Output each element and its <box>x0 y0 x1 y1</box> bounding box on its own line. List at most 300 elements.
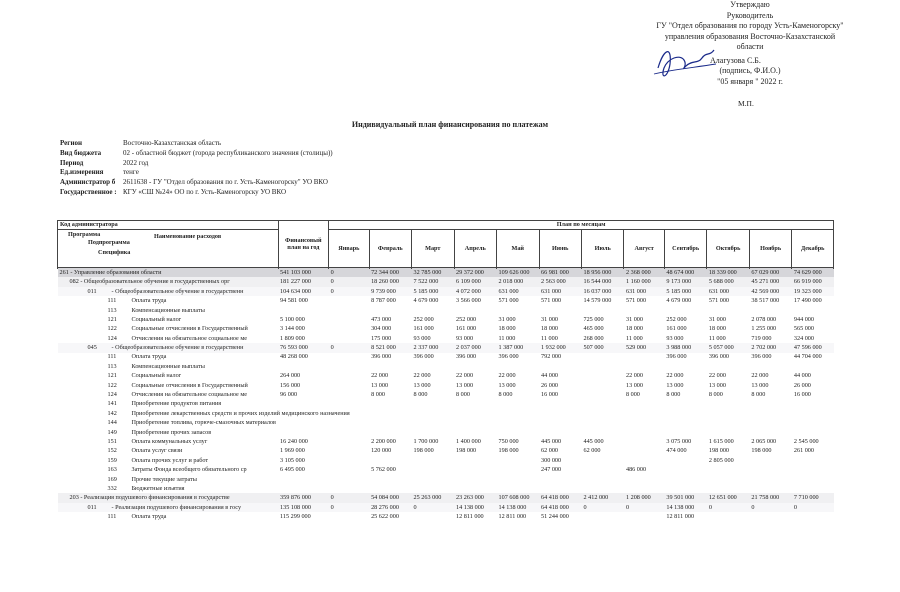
row-month-value: 11 000 <box>541 334 558 342</box>
row-month-value: 4 072 000 <box>454 287 496 296</box>
row-name: Бюджетные изъятия <box>131 484 185 492</box>
row-code: 121 <box>107 372 117 380</box>
row-month-value: 9 173 000 <box>664 277 706 286</box>
table-row <box>58 503 834 512</box>
table-row <box>58 381 834 390</box>
row-fin-plan <box>278 475 329 484</box>
row-fin-plan: 16 240 000 <box>280 437 308 445</box>
row-month-value: 300 000 <box>541 456 562 464</box>
row-month-value <box>624 409 664 418</box>
meta-row <box>60 159 333 169</box>
row-month-value: 8 787 000 <box>371 297 396 305</box>
row-code: 142 <box>107 409 117 417</box>
row-month-value: 44 000 <box>793 372 811 380</box>
row-month-value: 0 <box>329 493 369 502</box>
row-month-value: 2 037 000 <box>454 343 496 352</box>
row-month-value: 1 932 000 <box>539 343 581 352</box>
row-name: Социальный налог <box>131 315 182 323</box>
header-name-block <box>58 230 279 268</box>
row-month-value: 396 000 <box>456 353 477 361</box>
row-month-value <box>539 306 581 315</box>
row-month-value <box>329 456 369 465</box>
row-month-value: 198 000 <box>498 447 519 455</box>
row-month-value: 465 000 <box>583 325 604 333</box>
row-month-value <box>581 362 623 371</box>
row-month-value: 198 000 <box>456 447 477 455</box>
row-month-value: 22 000 <box>625 372 643 380</box>
row-month-value: 1 700 000 <box>413 437 439 445</box>
row-month-value <box>369 428 411 437</box>
meta-row <box>60 188 333 198</box>
row-name: - Общеобразовательное обучение в государственн <box>111 344 244 352</box>
row-month-value <box>624 362 664 371</box>
table-row <box>58 418 834 427</box>
row-month-value: 7 710 000 <box>792 493 834 502</box>
row-month-value: 8 000 <box>498 391 513 399</box>
row-code-name <box>58 465 279 474</box>
row-month-value <box>329 418 369 427</box>
row-month-value: 161 000 <box>666 325 687 333</box>
row-code: 122 <box>107 381 117 389</box>
row-month-value <box>454 456 496 465</box>
row-month-value: 64 418 000 <box>539 493 581 502</box>
row-month-value: 18 000 <box>625 325 643 333</box>
row-month-value: 67 029 000 <box>749 268 791 278</box>
row-month-value <box>749 409 791 418</box>
table-row <box>58 343 834 352</box>
row-fin-plan: 264 000 <box>280 372 301 380</box>
row-month-value <box>792 475 834 484</box>
row-code: 122 <box>107 325 117 333</box>
meta-value: 2022 год <box>123 158 149 167</box>
row-code: 141 <box>107 400 117 408</box>
row-month-value <box>581 409 623 418</box>
row-month-value: 473 000 <box>371 315 392 323</box>
row-month-value: 21 758 000 <box>749 493 791 502</box>
row-month-value: 2 702 000 <box>749 343 791 352</box>
header-code-admin: Код администратора <box>58 221 279 230</box>
table-row <box>58 371 834 380</box>
row-month-value: 44 704 000 <box>793 353 822 361</box>
document-title: Индивидуальный план финансирования по платежам <box>351 120 549 129</box>
row-month-value: 22 000 <box>413 372 431 380</box>
header-month: Январь <box>329 230 369 268</box>
row-code-name <box>58 315 279 324</box>
row-month-value: 13 000 <box>708 381 726 389</box>
row-month-value: 2 078 000 <box>751 315 777 323</box>
row-month-value <box>749 428 791 437</box>
row-month-value: 396 000 <box>371 353 392 361</box>
approval-line: Утверждаю <box>730 0 770 9</box>
row-month-value <box>497 484 539 493</box>
row-code: 011 <box>87 503 97 511</box>
row-month-value <box>329 475 369 484</box>
row-month-value: 5 185 000 <box>664 287 706 296</box>
row-name: Оплата труда <box>131 353 167 361</box>
row-month-value: 42 569 000 <box>749 287 791 296</box>
row-month-value: 2 368 000 <box>624 268 664 278</box>
row-fin-plan: 3 144 000 <box>280 325 305 333</box>
row-name: - Реализация подушевого финансирования в госу <box>111 503 242 511</box>
row-month-value <box>624 353 664 362</box>
row-month-value <box>664 465 706 474</box>
row-month-value: 261 000 <box>793 447 814 455</box>
row-month-value: 120 000 <box>371 447 392 455</box>
row-month-value <box>581 381 623 390</box>
row-code-name <box>58 277 279 286</box>
header-program: Программа <box>68 231 101 238</box>
row-month-value <box>497 456 539 465</box>
row-month-value: 5 185 000 <box>412 287 454 296</box>
row-month-value: 175 000 <box>371 334 392 342</box>
row-month-value: 54 084 000 <box>369 493 411 502</box>
row-month-value <box>664 409 706 418</box>
table-row <box>58 277 834 286</box>
row-month-value <box>707 428 749 437</box>
row-month-value: 529 000 <box>624 343 664 352</box>
row-month-value: 3 566 000 <box>456 297 481 305</box>
table-row <box>58 315 834 324</box>
row-month-value <box>329 399 369 408</box>
row-month-value: 5 688 000 <box>707 277 749 286</box>
row-month-value <box>624 428 664 437</box>
row-name: Приобретение лекарственных средств и прочих изделий медицинского назначения <box>131 409 350 417</box>
row-month-value: 324 000 <box>793 334 814 342</box>
row-month-value <box>329 334 369 343</box>
row-month-value: 13 000 <box>371 381 389 389</box>
row-month-value: 66 981 000 <box>539 268 581 278</box>
row-month-value: 13 000 <box>625 381 643 389</box>
row-code-name <box>58 287 279 296</box>
row-month-value <box>539 409 581 418</box>
row-month-value <box>581 475 623 484</box>
row-month-value <box>749 399 791 408</box>
row-month-value: 1 255 000 <box>751 325 777 333</box>
row-fin-plan: 76 593 000 <box>278 343 329 352</box>
row-month-value: 11 000 <box>625 334 643 342</box>
row-month-value <box>497 428 539 437</box>
row-month-value <box>412 456 454 465</box>
row-month-value: 8 000 <box>371 391 385 399</box>
row-fin-plan: 1 969 000 <box>280 447 305 455</box>
row-month-value <box>412 418 454 427</box>
row-fin-plan <box>278 418 329 427</box>
approval-date: "05 января " 2022 г. <box>717 76 783 86</box>
row-month-value: 2 545 000 <box>793 437 819 445</box>
row-month-value: 26 000 <box>793 381 811 389</box>
meta-value: 02 - областной бюджет (города республиканского значения (столицы)) <box>123 148 333 157</box>
row-month-value <box>329 512 369 521</box>
row-month-value: 631 000 <box>624 287 664 296</box>
row-month-value <box>749 456 791 465</box>
row-month-value <box>412 512 454 521</box>
header-month: Май <box>497 230 539 268</box>
header-month: Август <box>624 230 664 268</box>
row-month-value <box>329 296 369 305</box>
header-fin-plan: Финансовый план на год <box>278 221 329 268</box>
meta-label: Период <box>60 158 84 167</box>
row-name: Социальные отчисления в Государственный <box>131 381 248 389</box>
row-month-value: 8 000 <box>751 391 766 399</box>
row-month-value: 571 000 <box>541 297 562 305</box>
row-month-value: 26 000 <box>541 381 559 389</box>
row-month-value <box>792 409 834 418</box>
row-month-value <box>329 362 369 371</box>
row-month-value <box>624 446 664 455</box>
row-month-value: 22 000 <box>456 372 474 380</box>
row-month-value <box>624 475 664 484</box>
row-month-value: 2 337 000 <box>412 343 454 352</box>
row-month-value <box>664 418 706 427</box>
row-code-name <box>58 343 279 352</box>
row-fin-plan: 541 103 000 <box>278 268 329 278</box>
row-code: 151 <box>107 437 117 445</box>
row-month-value <box>664 362 706 371</box>
row-month-value: 725 000 <box>583 315 604 323</box>
meta-label: Регион <box>60 139 83 147</box>
meta-value: Восточно-Казахстанская область <box>123 139 222 147</box>
row-name: Приобретение прочих запасов <box>131 428 212 436</box>
row-month-value: 38 517 000 <box>751 297 780 305</box>
row-month-value: 31 000 <box>625 315 643 323</box>
row-month-value: 0 <box>329 277 369 286</box>
row-month-value: 14 138 000 <box>497 503 539 512</box>
row-month-value: 2 563 000 <box>539 277 581 286</box>
row-code: 203 - Реализация подушевого финансирования в государстве <box>69 494 230 502</box>
row-month-value <box>792 484 834 493</box>
row-month-value: 18 260 000 <box>369 277 411 286</box>
row-code: 113 <box>107 306 117 314</box>
row-month-value <box>539 399 581 408</box>
row-code-name <box>58 381 279 390</box>
row-month-value <box>497 362 539 371</box>
row-month-value <box>792 456 834 465</box>
row-month-value <box>581 399 623 408</box>
row-fin-plan: 104 634 000 <box>278 287 329 296</box>
row-month-value: 396 000 <box>498 353 519 361</box>
row-fin-plan <box>278 362 329 371</box>
row-month-value: 2 065 000 <box>751 437 777 445</box>
row-code-name <box>58 371 279 380</box>
row-name: Оплата услуг связи <box>131 447 183 455</box>
row-month-value <box>329 484 369 493</box>
table-row <box>58 399 834 408</box>
row-month-value: 631 000 <box>707 287 749 296</box>
row-month-value <box>412 484 454 493</box>
row-month-value <box>792 306 834 315</box>
row-month-value: 1 400 000 <box>456 437 481 445</box>
row-month-value: 3 075 000 <box>666 437 692 445</box>
document-meta <box>60 139 333 198</box>
row-code: 111 <box>107 353 117 361</box>
table-row <box>58 465 834 474</box>
row-month-value: 0 <box>707 503 749 512</box>
row-month-value: 39 501 000 <box>664 493 706 502</box>
row-fin-plan: 3 105 000 <box>280 456 305 464</box>
row-month-value: 93 000 <box>413 334 431 342</box>
meta-value: КГУ «СШ №24» ОО по г. Усть-Каменогорску УО ВКО <box>123 187 287 196</box>
row-fin-plan: 48 268 000 <box>280 353 308 361</box>
row-month-value: 1 160 000 <box>624 277 664 286</box>
row-fin-plan: 181 227 000 <box>278 277 329 286</box>
row-month-value <box>329 381 369 390</box>
row-month-value: 0 <box>329 268 369 278</box>
row-month-value <box>581 418 623 427</box>
row-month-value: 31 000 <box>541 315 559 323</box>
row-month-value: 4 679 000 <box>666 297 692 305</box>
table-row <box>58 446 834 455</box>
row-month-value: 107 608 000 <box>497 493 539 502</box>
row-month-value: 8 000 <box>708 391 723 399</box>
row-month-value: 631 000 <box>539 287 581 296</box>
header-month: Апрель <box>454 230 496 268</box>
table-row <box>58 484 834 493</box>
row-month-value: 396 000 <box>413 353 434 361</box>
row-month-value <box>329 306 369 315</box>
row-month-value <box>664 399 706 408</box>
row-month-value <box>539 484 581 493</box>
row-month-value: 8 000 <box>625 391 640 399</box>
row-month-value: 944 000 <box>793 315 814 323</box>
row-month-value <box>539 362 581 371</box>
row-month-value: 14 138 000 <box>664 503 706 512</box>
row-month-value <box>369 362 411 371</box>
header-subprogram: Подпрограмма <box>88 239 130 246</box>
row-month-value: 9 739 000 <box>369 287 411 296</box>
row-month-value: 8 000 <box>666 391 681 399</box>
row-code-name <box>58 475 279 484</box>
header-month: Февраль <box>369 230 411 268</box>
row-month-value <box>707 512 749 521</box>
row-month-value: 8 521 000 <box>369 343 411 352</box>
table-row <box>58 390 834 399</box>
row-name: Оплата коммунальных услуг <box>131 437 208 445</box>
row-code: 152 <box>107 447 117 455</box>
row-month-value: 198 000 <box>751 447 772 455</box>
row-code: 011 <box>87 287 97 295</box>
row-code: 144 <box>107 419 117 427</box>
row-month-value: 93 000 <box>666 334 684 342</box>
row-month-value: 62 000 <box>583 447 601 455</box>
row-month-value <box>497 465 539 474</box>
row-month-value <box>624 484 664 493</box>
row-month-value: 22 000 <box>371 372 389 380</box>
row-name: - Общеобразовательное обучение в государственн <box>111 287 244 295</box>
row-month-value: 51 244 000 <box>541 513 569 521</box>
row-month-value: 28 276 000 <box>369 503 411 512</box>
row-month-value: 74 629 000 <box>792 268 834 278</box>
row-month-value: 32 785 000 <box>412 268 454 278</box>
row-month-value <box>412 465 454 474</box>
row-month-value: 18 000 <box>541 325 559 333</box>
row-month-value <box>412 399 454 408</box>
row-month-value: 22 000 <box>498 372 516 380</box>
row-month-value <box>792 428 834 437</box>
row-name: Социальные отчисления в Государственный <box>131 325 248 333</box>
row-month-value <box>454 465 496 474</box>
row-month-value <box>329 390 369 399</box>
row-month-value <box>707 306 749 315</box>
row-code-name <box>58 484 279 493</box>
header-plan-months: План по месяцам <box>329 221 834 230</box>
approval-line: управления образования Восточно-Казахстанской <box>664 31 836 41</box>
row-fin-plan <box>278 428 329 437</box>
row-fin-plan: 1 809 000 <box>280 334 305 342</box>
row-code: 124 <box>107 334 117 342</box>
row-name: Оплата труда <box>131 297 167 305</box>
row-month-value <box>792 512 834 521</box>
row-month-value: 0 <box>749 503 791 512</box>
meta-value: 2611638 - ГУ "Отдел образования по г. Усть-Каменогорску" УО ВКО <box>123 178 328 187</box>
row-fin-plan: 5 100 000 <box>280 315 305 323</box>
row-month-value <box>707 484 749 493</box>
row-code-name <box>58 418 279 427</box>
row-code-name <box>58 512 279 521</box>
row-month-value <box>412 475 454 484</box>
row-month-value: 750 000 <box>498 437 519 445</box>
row-name: Приобретение продуктов питания <box>131 400 222 408</box>
row-month-value: 252 000 <box>413 315 434 323</box>
row-month-value: 18 956 000 <box>581 268 623 278</box>
row-month-value: 719 000 <box>751 334 772 342</box>
row-month-value: 792 000 <box>541 353 562 361</box>
row-month-value <box>624 456 664 465</box>
meta-row <box>60 139 333 149</box>
row-month-value: 198 000 <box>413 447 434 455</box>
row-code: 149 <box>107 428 117 436</box>
row-month-value: 5 762 000 <box>371 466 396 474</box>
row-month-value <box>624 306 664 315</box>
row-month-value <box>454 484 496 493</box>
row-month-value <box>707 418 749 427</box>
row-month-value: 109 626 000 <box>497 268 539 278</box>
header-month: Ноябрь <box>749 230 791 268</box>
row-month-value: 13 000 <box>456 381 474 389</box>
row-month-value: 268 000 <box>583 334 604 342</box>
row-code-name <box>58 390 279 399</box>
row-month-value: 93 000 <box>456 334 474 342</box>
meta-value: тенге <box>123 168 139 177</box>
row-name: Отчисления на обязательное социальное ме <box>131 334 248 342</box>
row-month-value: 486 000 <box>625 466 647 474</box>
row-month-value: 25 622 000 <box>371 513 399 521</box>
table-row <box>58 362 834 371</box>
row-month-value: 1 208 000 <box>624 493 664 502</box>
row-month-value <box>329 324 369 333</box>
row-month-value <box>412 409 454 418</box>
approval-line: Руководитель <box>726 10 774 20</box>
row-month-value: 396 000 <box>751 353 772 361</box>
row-month-value <box>539 418 581 427</box>
row-month-value: 44 000 <box>541 372 559 380</box>
row-code-name <box>58 456 279 465</box>
row-code-name <box>58 334 279 343</box>
table-row <box>58 493 834 502</box>
header-name: Наименование расходов <box>154 233 222 240</box>
row-month-value: 16 000 <box>541 391 559 399</box>
table-row <box>58 409 834 418</box>
row-month-value: 11 000 <box>708 334 726 342</box>
row-code-name <box>58 503 279 512</box>
row-month-value: 1 615 000 <box>708 437 734 445</box>
row-month-value <box>454 475 496 484</box>
row-month-value: 0 <box>329 287 369 296</box>
table-row <box>58 296 834 305</box>
row-name: Отчисления на обязательное социальное ме <box>131 391 248 399</box>
row-month-value: 22 000 <box>708 372 726 380</box>
row-name: Социальный налог <box>131 372 182 380</box>
row-month-value: 22 000 <box>751 372 769 380</box>
